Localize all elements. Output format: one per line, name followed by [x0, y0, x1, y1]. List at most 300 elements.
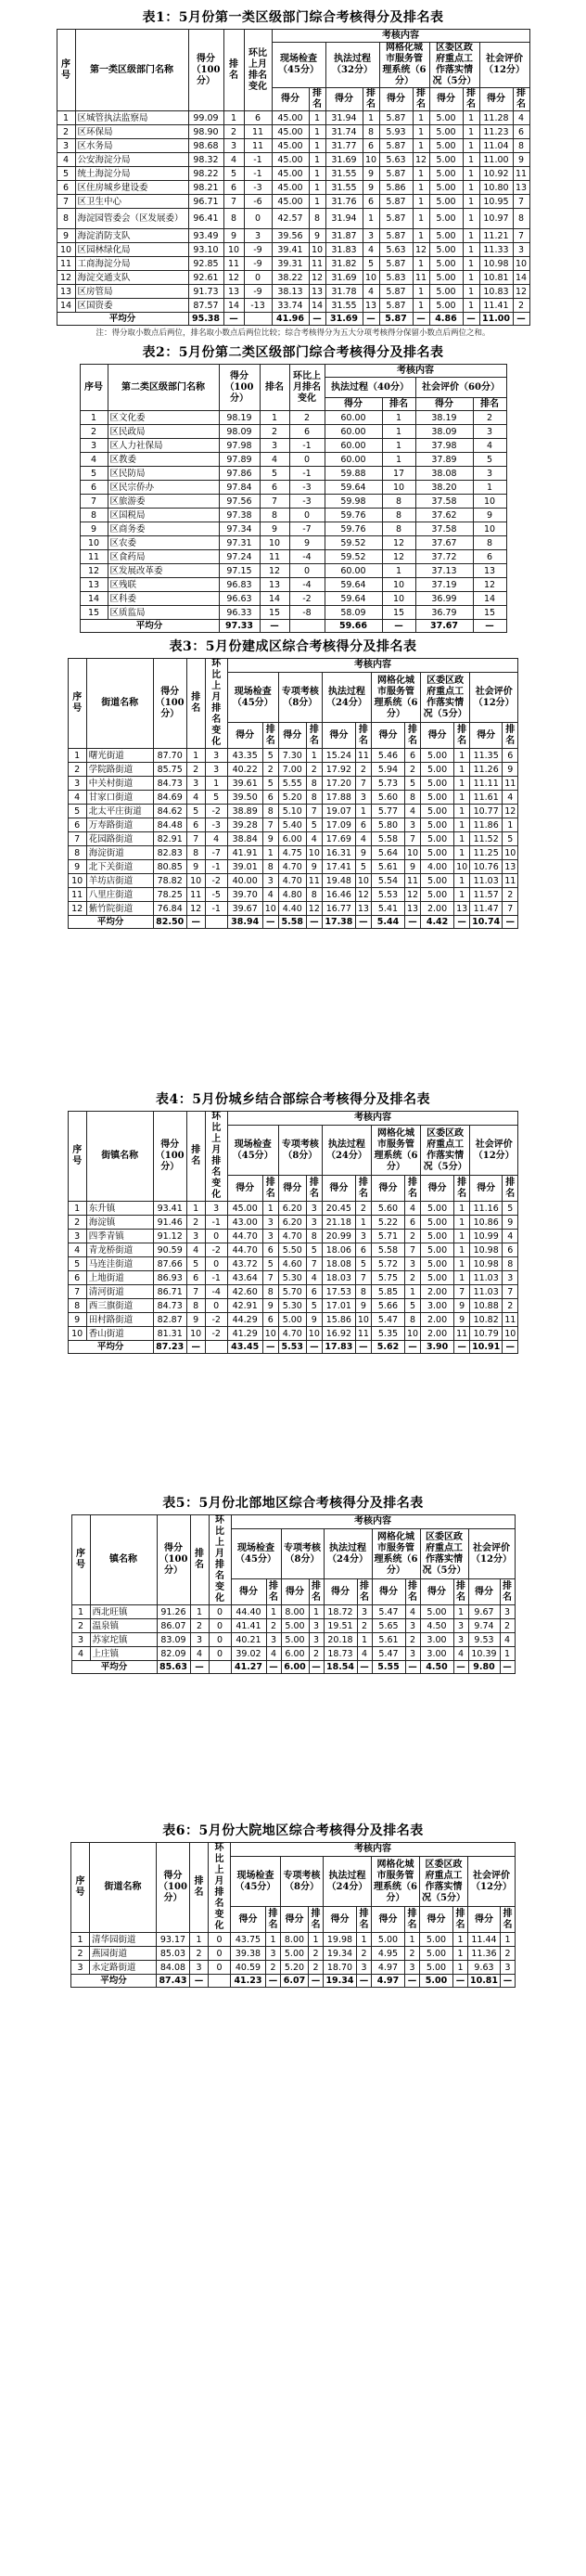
table-cell: — [454, 916, 470, 929]
table-cell: 11.25 [470, 846, 503, 860]
col-header-sub-score: 得分 [429, 88, 463, 111]
table-cell: 1 [71, 1605, 90, 1619]
table-cell: 10 [503, 846, 518, 860]
table-cell: 14 [309, 299, 325, 313]
table-cell: 4 [57, 153, 75, 167]
table-cell: 3 [186, 777, 205, 791]
table-header [68, 1112, 518, 1202]
table-cell: — [454, 1341, 470, 1354]
table-cell: — [413, 313, 429, 326]
table-cell: 38.13 [272, 285, 309, 299]
table-cell: 1 [463, 229, 479, 243]
table-cell: 10 [223, 243, 244, 257]
table-cell: 0 [244, 209, 272, 229]
table-cell: 5.00 [429, 229, 463, 243]
table-cell [205, 1341, 227, 1354]
col-header-sub-score: 得分 [227, 723, 262, 749]
table-cell: 1 [463, 153, 479, 167]
table-cell: 10 [382, 578, 415, 592]
table-row [80, 439, 506, 453]
table-cell: 5 [186, 805, 205, 818]
table-cell: 4 [404, 1202, 420, 1216]
col-header-score: 得分（100分） [156, 1843, 189, 1933]
table-cell: 76.84 [153, 902, 186, 916]
table-cell: 5 [404, 777, 420, 791]
table-cell: 8 [262, 805, 278, 818]
table-cell: 区住房城乡建设委 [75, 181, 188, 195]
table-cell: 1 [454, 1271, 470, 1285]
table-cell: 10 [454, 860, 470, 874]
table-cell: 1 [189, 1933, 208, 1947]
table-cell: 5.00 [278, 1313, 306, 1327]
table-cell: 13 [513, 181, 529, 195]
table-cell: 6 [68, 818, 86, 832]
table-cell: 14 [57, 299, 75, 313]
table-cell: 2 [355, 763, 371, 777]
table-cell: -4 [289, 550, 325, 564]
table-cell: 4 [357, 1647, 372, 1661]
table-cell: 4 [262, 888, 278, 902]
col-header-group: 执法过程（24分） [322, 673, 371, 723]
table-cell: 1 [452, 1947, 467, 1961]
table-cell: 4.97 [371, 1961, 404, 1975]
table-cell: 1 [454, 1243, 470, 1257]
table-cell: -4 [289, 578, 325, 592]
table-cell [205, 916, 227, 929]
table-cell: 39.67 [227, 902, 262, 916]
table-cell: 3 [189, 1961, 208, 1975]
col-header-name: 街镇名称 [86, 1112, 153, 1202]
table-cell: 13 [260, 578, 289, 592]
table-cell: 2 [357, 1619, 372, 1633]
col-header-group: 网格化城市服务管理系统（6分） [371, 1126, 420, 1176]
table-cell: 6 [68, 1271, 86, 1285]
table-cell: 85.75 [153, 763, 186, 777]
table-cell: -2 [289, 592, 325, 606]
average-row [57, 313, 529, 326]
col-header-sub-score: 得分 [470, 723, 503, 749]
table-cell: 44.70 [227, 1230, 262, 1243]
table-cell: 37.67 [415, 536, 473, 550]
table-row [80, 592, 506, 606]
table-cell: 4 [453, 1647, 468, 1661]
table-cell: 9 [223, 229, 244, 243]
table-cell: -2 [205, 805, 227, 818]
table-cell: 6 [473, 550, 506, 564]
table-cell: 1 [463, 257, 479, 271]
table-cell: 2 [356, 1947, 371, 1961]
table-cell: 2 [355, 1202, 371, 1216]
col-header-sub-score: 得分 [323, 1907, 356, 1933]
table-cell: 5.61 [371, 860, 404, 874]
table-cell: 3.00 [421, 1299, 454, 1313]
table-header [57, 30, 529, 111]
header-row [68, 659, 518, 673]
table-cell: 8 [306, 1230, 322, 1243]
table-cell: 0 [208, 1947, 230, 1961]
average-score: 87.43 [156, 1975, 189, 1988]
table-cell: 31.76 [325, 195, 363, 209]
table-cell: 5.20 [280, 1961, 308, 1975]
table-cell: 3 [356, 1961, 371, 1975]
table-cell: 4 [500, 1633, 515, 1647]
table-cell: 10.83 [479, 285, 513, 299]
table-cell: 2 [68, 763, 86, 777]
table-cell: -6 [244, 195, 272, 209]
table-cell: 82.09 [157, 1647, 190, 1661]
col-header-group: 社会评价（60分） [415, 378, 506, 398]
table-cell: 4 [80, 453, 108, 467]
table-cell: 1 [454, 805, 470, 818]
table-cell: 7 [513, 229, 529, 243]
table-cell: 5 [306, 1299, 322, 1313]
table-cell: 12 [223, 271, 244, 285]
table-cell: — [355, 916, 371, 929]
table-cell: 21.18 [322, 1216, 355, 1230]
table-cell: 0 [209, 1647, 231, 1661]
table-cell: 11 [503, 874, 518, 888]
table-cell: 3 [205, 1202, 227, 1216]
col-header-score: 得分（100分） [157, 1515, 190, 1605]
table-cell: 60.00 [325, 453, 382, 467]
table-cell: — [190, 1661, 209, 1674]
table-cell: 2 [404, 1271, 420, 1285]
table-cell: 5.60 [371, 791, 404, 805]
table-cell: 8 [223, 209, 244, 229]
table-cell: 1 [57, 111, 75, 125]
table-cell: 9 [306, 860, 322, 874]
col-header-rank: 排名 [190, 1515, 209, 1605]
table-cell: 永定路街道 [89, 1961, 156, 1975]
col-header-name: 街道名称 [89, 1843, 156, 1933]
table-cell: 6 [363, 195, 379, 209]
table-cell: 10 [503, 1327, 518, 1341]
table-cell: 13 [404, 902, 420, 916]
table-cell: 1 [413, 229, 429, 243]
table-cell: 31.69 [325, 153, 363, 167]
table-cell: 11 [355, 749, 371, 763]
table-cell: 1 [70, 1933, 89, 1947]
table-title: 表2：5月份第二类区级部门综合考核得分及排名表 [142, 345, 444, 360]
table-cell: 11 [503, 1313, 518, 1327]
table-cell: 38.08 [415, 467, 473, 481]
table-cell: 12 [404, 888, 420, 902]
table-cell: 1 [68, 749, 86, 763]
table-cell: 9.63 [467, 1961, 500, 1975]
table-row [68, 1216, 518, 1230]
average-group-score: 41.23 [230, 1975, 265, 1988]
table-cell: 59.88 [325, 467, 382, 481]
table-cell: 36.79 [415, 606, 473, 620]
table-cell: 区文化委 [108, 411, 219, 425]
table-row [68, 818, 518, 832]
table-cell: 60.00 [325, 439, 382, 453]
table-cell: 37.89 [415, 453, 473, 467]
table-cell: 5 [503, 832, 518, 846]
table-cell: 1 [500, 1647, 515, 1661]
table-cell: 1 [260, 411, 289, 425]
table-cell: — [473, 620, 506, 633]
table-cell: 5.00 [429, 299, 463, 313]
table-cell: 5.00 [421, 1230, 454, 1243]
col-header-sub-score: 得分 [325, 398, 382, 411]
table-cell: 13 [355, 902, 371, 916]
col-header-sub-score: 得分 [272, 88, 309, 111]
table-cell: 7 [260, 495, 289, 509]
table-cell: 5.63 [379, 243, 413, 257]
table-cell: 11 [503, 777, 518, 791]
average-label: 平均分 [70, 1975, 156, 1988]
col-header-sub-score: 得分 [419, 1907, 452, 1933]
table-cell: 6 [262, 1313, 278, 1327]
table-cell: 39.02 [231, 1647, 266, 1661]
col-header-group: 网格化城市服务管理系统（6分） [379, 43, 429, 88]
average-row [80, 620, 506, 633]
table-cell: 区民宗侨办 [108, 481, 219, 495]
table-cell: 19.98 [323, 1933, 356, 1947]
table-row [68, 749, 518, 763]
table-cell: 4 [260, 453, 289, 467]
table-cell: 1 [357, 1633, 372, 1647]
table-row [68, 832, 518, 846]
table-cell: 11.47 [470, 902, 503, 916]
table-title: 表1：5月份第一类区级部门综合考核得分及排名表 [142, 10, 444, 25]
table-cell: 10.86 [470, 1216, 503, 1230]
table-cell: 1 [309, 195, 325, 209]
table-cell: 44.70 [227, 1243, 262, 1257]
table-cell: -2 [205, 874, 227, 888]
table-cell: 15 [260, 606, 289, 620]
table-body [70, 1933, 515, 1988]
table-cell: 97.98 [219, 439, 260, 453]
table-cell: 10 [473, 522, 506, 536]
average-group-score: 9.80 [468, 1661, 500, 1674]
col-header-group: 专项考核（8分） [278, 1126, 322, 1176]
table-cell: 11.26 [470, 763, 503, 777]
table-cell: 5.55 [278, 777, 306, 791]
table-cell: 3 [404, 1961, 419, 1975]
table-cell: 43.35 [227, 749, 262, 763]
table-cell: 1 [382, 439, 415, 453]
col-header-sub-score: 得分 [371, 1907, 404, 1933]
col-header-sub-score: 得分 [479, 88, 513, 111]
table-cell: 区民防局 [108, 467, 219, 481]
table-cell: 8 [309, 209, 325, 229]
table-cell: 78.25 [153, 888, 186, 902]
col-header-sub-rank: 排名 [463, 88, 479, 111]
table-row [68, 1257, 518, 1271]
table-cell: 1 [413, 111, 429, 125]
table-cell: 10.98 [479, 257, 513, 271]
table-cell: 统土海淀分局 [75, 167, 188, 181]
table-cell: — [405, 1661, 420, 1674]
table-cell: 59.76 [325, 509, 382, 522]
table-cell: 区园林绿化局 [75, 243, 188, 257]
table-row [57, 243, 529, 257]
table-row [68, 1271, 518, 1285]
table-title: 表3：5月份建成区综合考核得分及排名表 [169, 639, 417, 654]
table-cell: 1 [262, 846, 278, 860]
table-cell: — [262, 916, 278, 929]
table-cell: 91.12 [153, 1230, 186, 1243]
table-cell: -13 [244, 299, 272, 313]
ranking-table [68, 1111, 519, 1354]
table-cell: — [503, 916, 518, 929]
table-cell: -7 [289, 522, 325, 536]
table-cell: 1 [454, 1230, 470, 1243]
table-cell: 4 [363, 285, 379, 299]
table-cell: 3 [309, 1619, 324, 1633]
table-row [57, 153, 529, 167]
table-cell: 3 [355, 791, 371, 805]
table-cell: — [262, 1341, 278, 1354]
table-cell: 4.70 [278, 1230, 306, 1243]
table-row [57, 271, 529, 285]
table-cell: 上地街道 [86, 1271, 153, 1285]
table-cell: 7.30 [278, 749, 306, 763]
average-group-score: 10.91 [470, 1341, 503, 1354]
table-cell: 5.47 [371, 1313, 404, 1327]
table-cell: 西三旗街道 [86, 1299, 153, 1313]
table-cell: 7 [404, 832, 420, 846]
table-cell: 5.00 [421, 805, 454, 818]
table-cell: 2 [513, 299, 529, 313]
table-cell: 区卫生中心 [75, 195, 188, 209]
table-cell: 2 [306, 763, 322, 777]
table-cell: 5.93 [379, 125, 413, 139]
table-cell: 北太平庄街道 [86, 805, 153, 818]
table-cell: 5.87 [379, 229, 413, 243]
table-cell: 97.15 [219, 564, 260, 578]
table-cell: 2 [190, 1619, 209, 1633]
table-cell: 1 [413, 125, 429, 139]
table-cell: 5.63 [379, 153, 413, 167]
table-cell: 1 [363, 209, 379, 229]
table-cell: 7 [223, 195, 244, 209]
table-cell: 香山街道 [86, 1327, 153, 1341]
table-cell: 11.11 [470, 777, 503, 791]
col-header-group: 执法过程（24分） [323, 1857, 371, 1907]
table-cell: 3 [405, 1619, 420, 1633]
table-cell: — [503, 1341, 518, 1354]
table-cell: 11.36 [467, 1947, 500, 1961]
table-cell: 温泉镇 [90, 1619, 157, 1633]
average-label: 平均分 [80, 620, 219, 633]
table-cell: 1 [382, 564, 415, 578]
col-header-rank: 排名 [260, 365, 289, 411]
table-cell: 19.07 [322, 805, 355, 818]
table-cell: 93.17 [156, 1933, 189, 1947]
table-cell: 4.50 [420, 1619, 453, 1633]
table-cell: 11.00 [479, 153, 513, 167]
table-cell: -9 [244, 257, 272, 271]
table-cell: 11 [413, 271, 429, 285]
table-cell: 4 [205, 832, 227, 846]
table-cell: 区残联 [108, 578, 219, 592]
table-cell: 10 [260, 536, 289, 550]
table-cell: 6 [260, 481, 289, 495]
table-cell: 15 [382, 606, 415, 620]
table-cell: 3 [501, 1961, 516, 1975]
table-cell: 31.69 [325, 271, 363, 285]
table-cell: 2 [404, 1230, 420, 1243]
table-cell: 93.10 [188, 243, 223, 257]
table-cell: 区科委 [108, 592, 219, 606]
table-cell: 11.33 [479, 243, 513, 257]
average-row [68, 916, 518, 929]
table-cell: 36.99 [415, 592, 473, 606]
table-cell: 45.00 [272, 181, 309, 195]
table-cell: 10.39 [468, 1647, 500, 1661]
col-header-group: 执法过程（32分） [325, 43, 379, 88]
table-cell: 10 [355, 874, 371, 888]
table-row [57, 299, 529, 313]
col-header-sub-score: 得分 [420, 1579, 453, 1605]
table-body [68, 1202, 518, 1354]
table-cell: 5.00 [421, 888, 454, 902]
table-cell: 1 [363, 111, 379, 125]
table-cell: 38.19 [415, 411, 473, 425]
table-cell: 98.19 [219, 411, 260, 425]
table-cell: 45.00 [272, 139, 309, 153]
average-group-score: 5.44 [371, 916, 404, 929]
table-cell: 0 [209, 1619, 231, 1633]
table-cell: 1 [454, 1202, 470, 1216]
table-row [68, 1299, 518, 1313]
table-cell: 0 [289, 564, 325, 578]
table-cell: 9 [454, 1299, 470, 1313]
table-cell: 2 [189, 1947, 208, 1961]
table-cell: -9 [244, 285, 272, 299]
table-cell: 9.74 [468, 1619, 500, 1633]
col-header-group: 执法过程（24分） [322, 1126, 371, 1176]
table-cell: 7 [355, 777, 371, 791]
table-cell: 1 [355, 805, 371, 818]
table-cell: 15.24 [322, 749, 355, 763]
table-cell: 8 [306, 791, 322, 805]
table-cell: 33.74 [272, 299, 309, 313]
table-cell: 5 [68, 1257, 86, 1271]
table-cell: — [356, 1975, 371, 1988]
average-group-score: 4.97 [371, 1975, 404, 1988]
average-group-score: 5.55 [372, 1661, 405, 1674]
table-cell: 曙光街道 [86, 749, 153, 763]
col-header-sub-score: 得分 [278, 1176, 306, 1202]
table-cell: 8 [404, 791, 420, 805]
table-cell: 37.19 [415, 578, 473, 592]
table-cell: 9 [309, 229, 325, 243]
table-cell: 区农委 [108, 536, 219, 550]
table-cell: 86.93 [153, 1271, 186, 1285]
table-cell: 31.55 [325, 167, 363, 181]
col-header-change: 环比上月排名变化 [208, 1843, 230, 1933]
table-cell: 1 [413, 181, 429, 195]
col-header-name: 街道名称 [86, 659, 153, 749]
table-cell: 4.80 [278, 888, 306, 902]
average-group-score: 4.86 [429, 313, 463, 326]
table-cell: 3 [68, 1230, 86, 1243]
table-cell: 4.75 [278, 846, 306, 860]
table-row [71, 1605, 515, 1619]
table-cell: — [463, 313, 479, 326]
col-header-rank: 排名 [186, 659, 205, 749]
table-cell: 6.00 [281, 1647, 309, 1661]
col-header-content: 考核内容 [272, 30, 529, 43]
table-block [0, 4, 586, 339]
col-header-sub-rank: 排名 [404, 723, 420, 749]
table-cell: 12 [355, 888, 371, 902]
average-group-score: 17.83 [322, 1341, 355, 1354]
